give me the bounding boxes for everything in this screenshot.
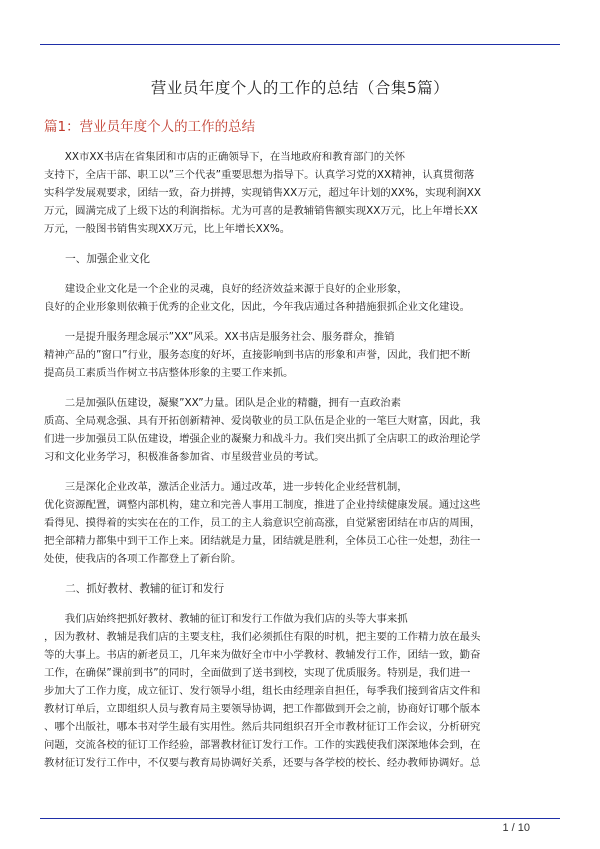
text-line: 把全部精力都集中到干工作上来。团结就是力量，团结就是胜利，全体员工心往一处想，劲往一 [44, 535, 481, 547]
text-line: 等的大事上。书店的新老员工，几年来为做好全市中小学教材、教辅发行工作，团结一致，勤奋 [44, 649, 481, 661]
text-line: 万元，一般图书销售实现XX万元，比上年增长XX%。 [44, 223, 291, 235]
text-line: 提高员工素质当作树立书店整体形象的主要工作来抓。 [44, 367, 294, 379]
text-line: ，因为教材、教辅是我们店的主要支柱，我们必须抓住有限的时机，把主要的工作精力放在最头 [44, 631, 481, 643]
text-line: 质高、全局观念强、具有开拓创新精神、爱岗敬业的员工队伍是企业的一笔巨大财富，因此，我 [44, 415, 481, 427]
text-line: 良好的企业形象则依赖于优秀的企业文化，因此，今年我店通过各种措施狠抓企业文化建设。 [44, 301, 471, 313]
subheading-textbooks: 二、抓好教材、教辅的征订和发行 [44, 583, 225, 595]
text-line: 建设企业文化是一个企业的灵魂，良好的经济效益来源于良好的企业形象， [44, 283, 408, 295]
paragraph-textbooks [44, 610, 556, 772]
text-line: 们进一步加强员工队伍建设，增强企业的凝聚力和战斗力。我们突出抓了全店职工的政治理论学 [44, 433, 481, 445]
text-line: 问题，交流各校的征订工作经验，部署教材征订发行工作。工作的实践使我们深深地体会到，在 [44, 739, 481, 751]
document-title: 营业员年度个人的工作的总结（合集5篇） [150, 79, 450, 97]
text-line: 处使，使我店的各项工作都登上了新台阶。 [44, 553, 242, 565]
paragraph-service [44, 328, 556, 382]
paragraph-reform [44, 478, 556, 568]
section-heading: 篇1：营业员年度个人的工作的总结 [44, 119, 256, 135]
paragraph-culture [44, 280, 556, 316]
footer-rule [40, 818, 560, 819]
text-line: 优化资源配置，调整内部机构，建立和完善人事用工制度，推进了企业持续健康发展。通过这些 [44, 499, 481, 511]
page-indicator: 1 / 10 [502, 822, 530, 834]
text-line: 习和文化业务学习，积极准备参加省、市星级营业员的考试。 [44, 451, 325, 463]
text-line: 万元，圆满完成了上级下达的利润指标。尤为可喜的是教辅销售额实现XX万元，比上年增长XX [44, 205, 478, 217]
text-line: 教材征订发行工作中，不仅要与教育局协调好关系，还要与各学校的校长、经办教师协调好。总 [44, 757, 481, 769]
text-line: 工作，在确保”课前到书”的同时，全面做到了送书到校，实现了优质服务。特别是，我们进一 [44, 667, 471, 679]
text-line: 教材订单后，立即组织人员与教育局主要领导协调，把工作都做到开会之前，协商好订哪个版本 [44, 703, 481, 715]
paragraph-team [44, 394, 556, 466]
text-line: 精神产品的”窗口”行业，服务态度的好坏，直接影响到书店的形象和声誉，因此，我们把不断 [44, 349, 471, 361]
paragraph-intro [44, 148, 556, 238]
text-line: 步加大了工作力度，成立征订、发行领导小组，组长由经理亲自担任，每季我们接到省店文件和 [44, 685, 481, 697]
text-line: 我们店始终把抓好教材、教辅的征订和发行工作做为我们店的头等大事来抓 [44, 613, 408, 625]
text-line: 二是加强队伍建设，凝聚”XX”力量。团队是企业的精髓，拥有一直政治素 [44, 397, 402, 409]
text-line: 三是深化企业改革，激活企业活力。通过改革，进一步转化企业经营机制， [44, 481, 408, 493]
header-rule [40, 44, 560, 45]
text-line: 一是提升服务理念展示”XX”风采。XX书店是服务社会、服务群众，推销 [44, 331, 395, 343]
text-line: 实科学发展观要求，团结一致，奋力拼搏，实现销售XX万元，超过年计划的XX%，实现利润XX [44, 187, 482, 199]
text-line: 支持下，全店干部、职工以”三个代表”重要思想为指导下。认真学习党的XX精神，认真贯彻落 [44, 169, 475, 181]
text-line: XX市XX书店在省集团和市店的正确领导下，在当地政府和教育部门的关怀 [44, 151, 405, 163]
text-line: 、哪个出版社，哪本书对学生最有实用性。然后共同组织召开全市教材征订工作会议，分析研究 [44, 721, 481, 733]
document-body [44, 148, 556, 784]
text-line: 看得见、摸得着的实实在在的工作，员工的主人翁意识空前高涨，自觉紧密团结在市店的周围， [44, 517, 481, 529]
subheading-corporate-culture: 一、加强企业文化 [44, 253, 150, 265]
